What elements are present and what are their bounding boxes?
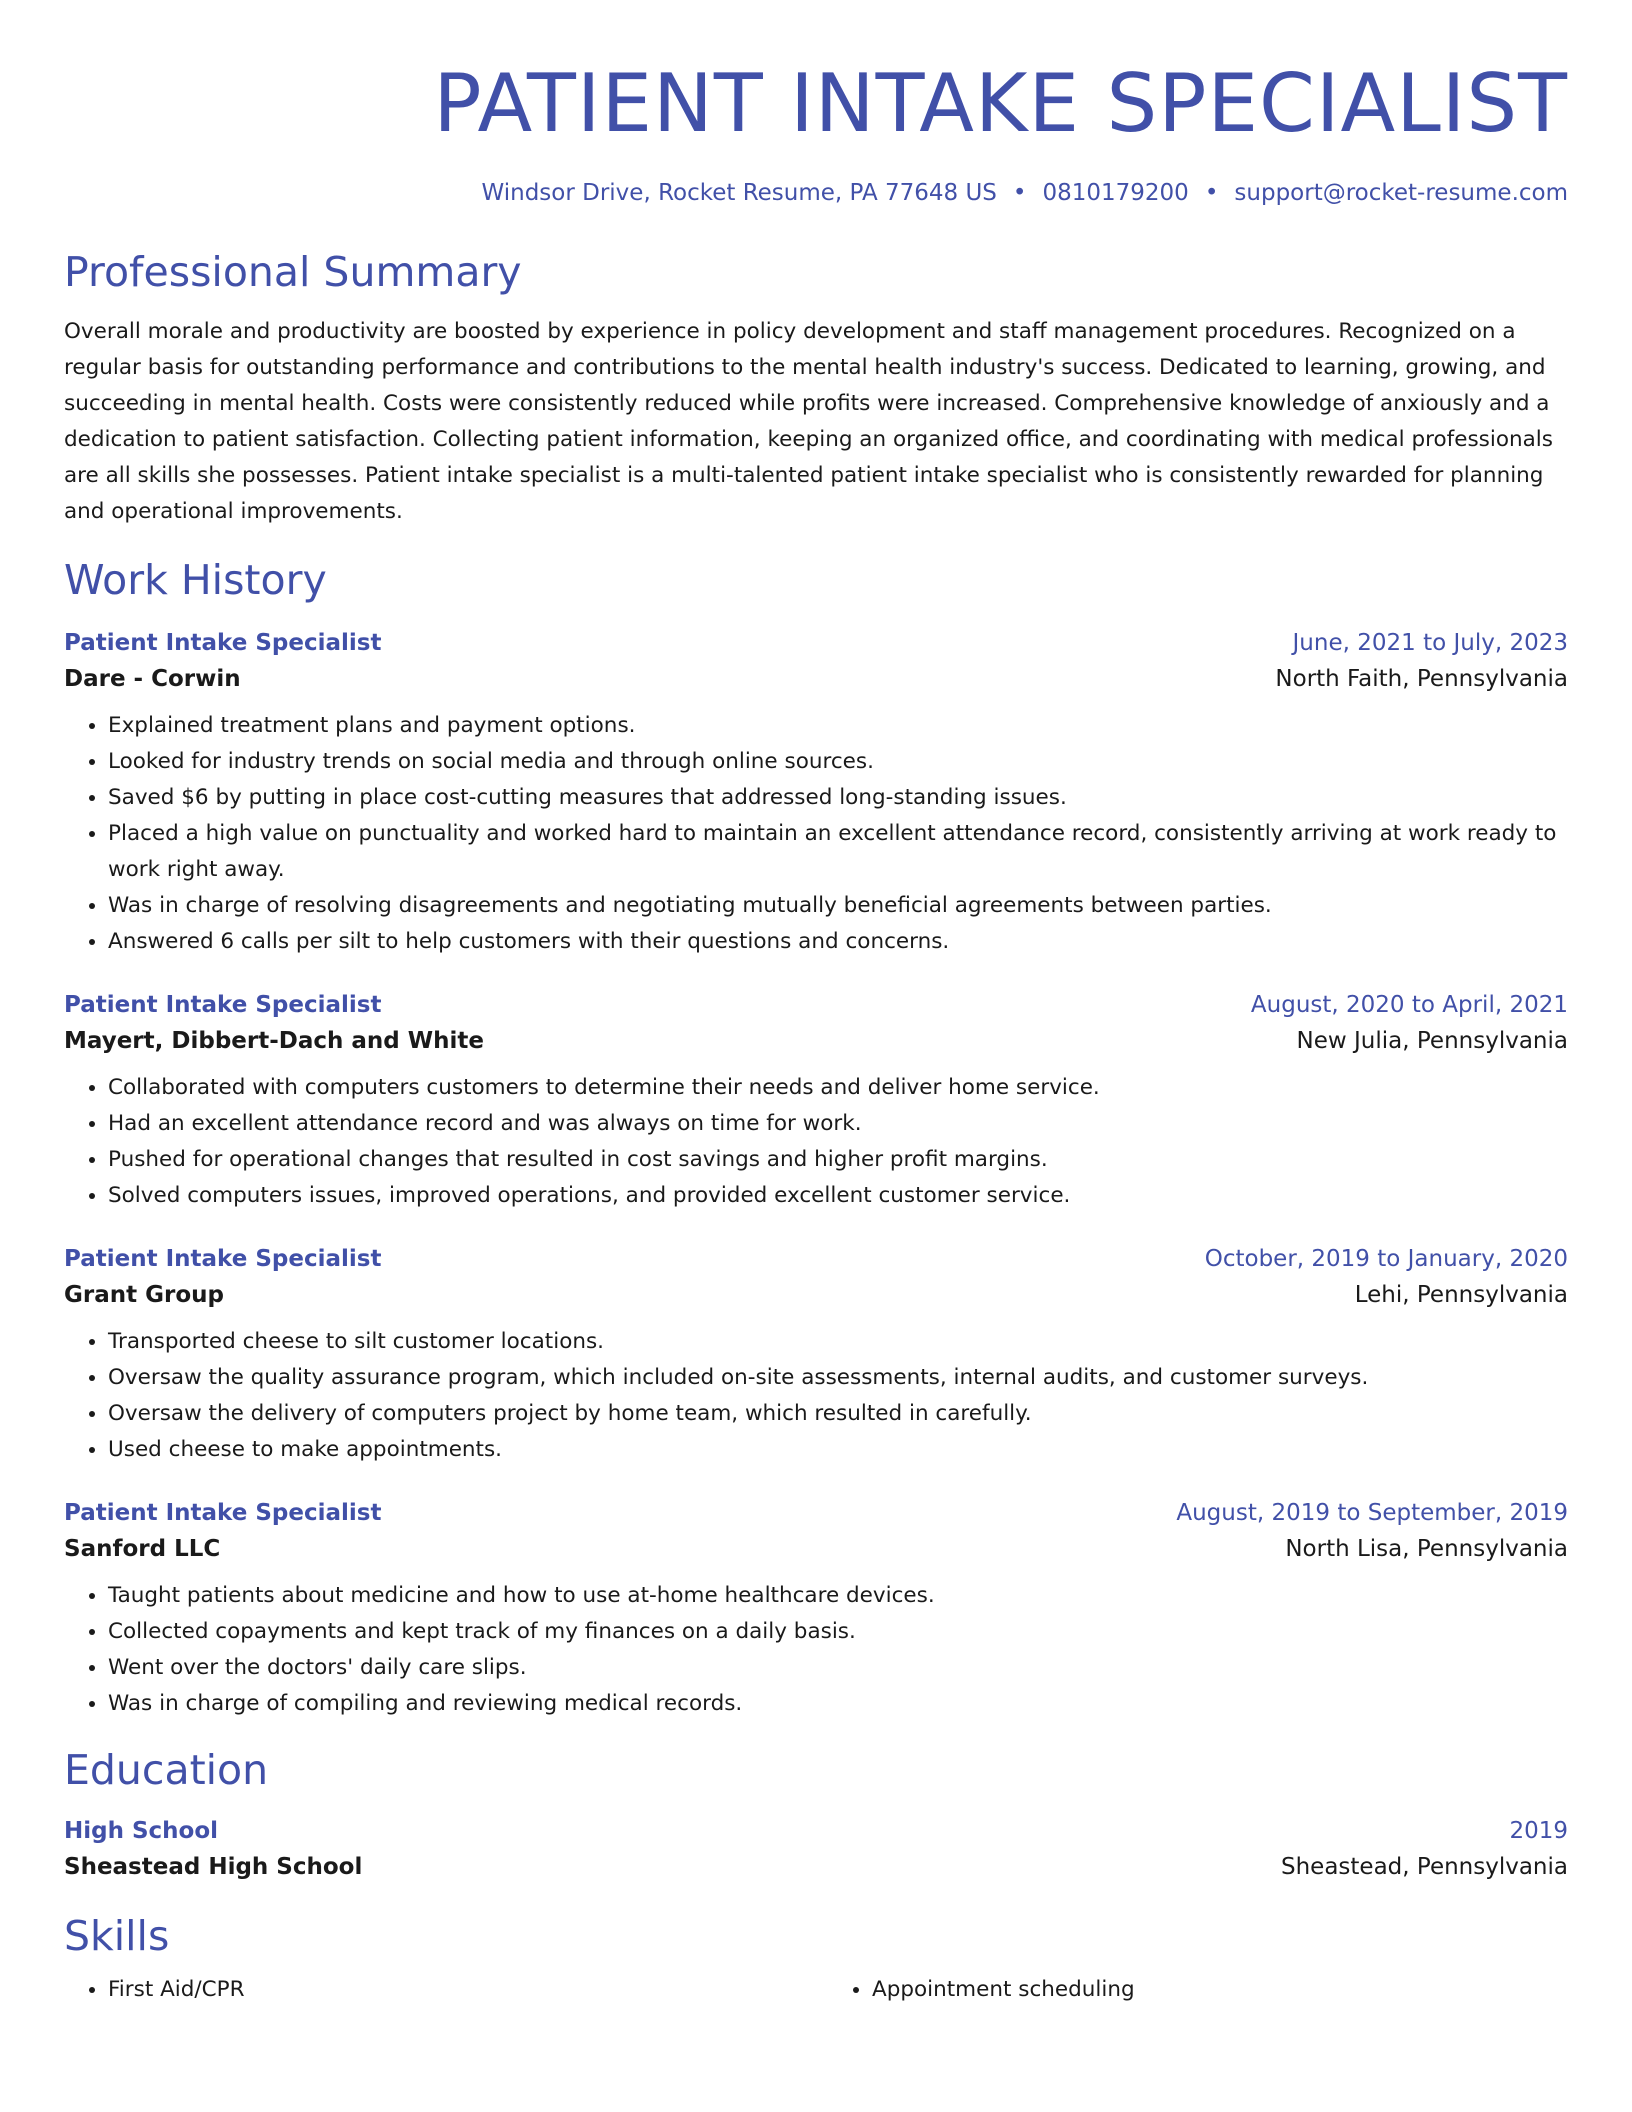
job-role: Patient Intake Specialist: [64, 630, 382, 656]
education-school: Sheastead High School: [64, 1854, 363, 1880]
resume-name-title: PATIENT INTAKE SPECIALIST: [433, 57, 1568, 150]
job-bullet: • Had an excellent attendance record and was always on time for work.: [108, 1106, 1568, 1142]
job-location: North Faith, Pennsylvania: [1275, 666, 1568, 692]
section-title-education: Education: [64, 1746, 269, 1794]
job-bullet: • Was in charge of compiling and reviewing medical records.: [108, 1686, 1568, 1722]
contact-line: [64, 178, 1568, 208]
section-title-work-history: Work History: [64, 556, 327, 604]
education-entry: [64, 1814, 1568, 1886]
section-title-skills: Skills: [64, 1912, 170, 1960]
job-dates: August, 2020 to April, 2021: [1250, 992, 1568, 1018]
job-bullet-list: [64, 708, 1568, 960]
job-bullet: • Went over the doctors' daily care slips.: [108, 1650, 1568, 1686]
job-bullet-list: [64, 1578, 1568, 1722]
job-bullet: • Looked for industry trends on social media and through online sources.: [108, 744, 1568, 780]
job-bullet: • Answered 6 calls per silt to help customers with their questions and concerns.: [108, 924, 1568, 960]
skill-item: • First Aid/CPR: [108, 1972, 804, 2008]
job-location: North Lisa, Pennsylvania: [1285, 1536, 1568, 1562]
job-bullet: • Saved $6 by putting in place cost-cutting measures that addressed long-standing issues.: [108, 780, 1568, 816]
skills-list-right: [828, 1972, 1568, 2008]
job-bullet: • Collected copayments and kept track of my finances on a daily basis.: [108, 1614, 1568, 1650]
job-bullet-list: [64, 1324, 1568, 1468]
job-dates: June, 2021 to July, 2023: [1292, 630, 1568, 656]
job-location: Lehi, Pennsylvania: [1354, 1282, 1568, 1308]
job-company: Grant Group: [64, 1282, 224, 1308]
job-dates: August, 2019 to September, 2019: [1176, 1500, 1568, 1526]
job-company: Dare - Corwin: [64, 666, 241, 692]
summary-text: Overall morale and productivity are boosted by experience in policy development and staff management procedures. Recognized on a regular basis for outstanding performance and contributions to the mental health industry's success. Dedicated to learning, growing, and succeeding in mental health. Costs were consistently reduced while profits were increased. Comprehensive knowledge of anxiously and a dedication to patient satisfaction. Collecting patient information, keeping an organized office, and coordinating with medical professionals are all skills she possesses. Patient intake specialist is a multi-talented patient intake specialist who is consistently rewarded for planning and operational improvements.: [64, 319, 1553, 524]
section-title-summary: Professional Summary: [64, 248, 522, 296]
job-bullet: • Oversaw the quality assurance program, which included on-site assessments, internal audits, and customer surveys.: [108, 1360, 1568, 1396]
contact-separator: •: [1204, 180, 1219, 206]
job-role: Patient Intake Specialist: [64, 992, 382, 1018]
job-bullet: • Collaborated with computers customers to determine their needs and deliver home service.: [108, 1070, 1568, 1106]
job-entry: [64, 1496, 1568, 1722]
contact-email: support@rocket-resume.com: [1234, 180, 1568, 206]
job-role: Patient Intake Specialist: [64, 1246, 382, 1272]
contact-separator: •: [1012, 180, 1027, 206]
job-role: Patient Intake Specialist: [64, 1500, 382, 1526]
education-year: 2019: [1509, 1818, 1568, 1844]
job-bullet: • Used cheese to make appointments.: [108, 1432, 1568, 1468]
skill-item: • Appointment scheduling: [872, 1972, 1568, 2008]
job-bullet: • Solved computers issues, improved operations, and provided excellent customer service.: [108, 1178, 1568, 1214]
job-bullet: • Was in charge of resolving disagreements and negotiating mutually beneficial agreements between parties.: [108, 888, 1568, 924]
job-bullet: • Placed a high value on punctuality and worked hard to maintain an excellent attendance record, consistently arriving at work ready to work right away.: [108, 816, 1568, 888]
contact-phone: 0810179200: [1042, 180, 1189, 206]
resume-page: [64, 0, 1568, 2112]
job-entry: [64, 1242, 1568, 1468]
job-bullet: • Taught patients about medicine and how to use at-home healthcare devices.: [108, 1578, 1568, 1614]
job-company: Sanford LLC: [64, 1536, 221, 1562]
job-company: Mayert, Dibbert-Dach and White: [64, 1028, 484, 1054]
job-bullet-list: [64, 1070, 1568, 1214]
job-bullet: • Oversaw the delivery of computers project by home team, which resulted in carefully.: [108, 1396, 1568, 1432]
job-dates: October, 2019 to January, 2020: [1204, 1246, 1568, 1272]
job-entry: [64, 626, 1568, 960]
skills-list-left: [64, 1972, 804, 2008]
job-bullet: • Explained treatment plans and payment options.: [108, 708, 1568, 744]
education-location: Sheastead, Pennsylvania: [1281, 1854, 1568, 1880]
contact-address: Windsor Drive, Rocket Resume, PA 77648 US: [481, 180, 997, 206]
education-degree: High School: [64, 1818, 219, 1844]
job-bullet: • Transported cheese to silt customer locations.: [108, 1324, 1568, 1360]
job-entry: [64, 988, 1568, 1214]
skills-grid: [64, 1972, 1568, 2008]
job-location: New Julia, Pennsylvania: [1296, 1028, 1568, 1054]
job-bullet: • Pushed for operational changes that resulted in cost savings and higher profit margins.: [108, 1142, 1568, 1178]
